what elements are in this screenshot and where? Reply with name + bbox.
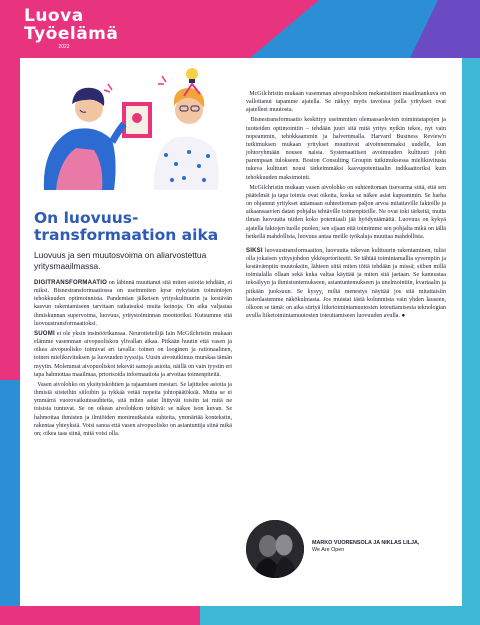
paragraph (246, 116, 446, 181)
left-border-blue (0, 380, 20, 625)
bottom-border-pink (0, 606, 200, 625)
article-column-left (34, 279, 232, 440)
paragraph (246, 247, 446, 320)
author-byline (312, 540, 452, 554)
brand-logo (24, 8, 118, 50)
paragraph-text: McGilchristin mukaan vasen aivolohko on suhteettoman itsevarma siitä, että sen päätelmät ja tapa toimia ovat oikeita, koska se näkee asiat kapeammin. Se harha on ohjannut yritykset antamaan suhteettoman paljon arvoa mitattaville faktoille ja aikaansaavien datan pohjalta tehtäville toimenpiteille. Ne ovat toki tärkeitä, mutta ilman luovuutta niiden koko potentiaali jää hyödyntämättä. Luovuus on kykyä ajatella faktojen tuolle puolen; sen sijaan että toimimme sen pohjalta mikä on tällä hetkellä mahdollista, luovuus antaa meille työkaluja muuttaa mahdollista. (246, 184, 446, 240)
paragraph-text: ei ole yksin insinöörikansaa. Neurotieteilijä Iain McGilchristin mukaan elämme vasemman aivopuoliskon ylivallan aikaa. Pitkään huutin että vasen ja oikea aivopuolisko toimivat eri tavalla: toinen on looginen ja rationaalinen, toinen mielikuvituksen ja luovuuden tyyssija. Uusin aivotutkimus murskaa tämän myytin. Molemmat aivopuoliskot tekevät samoja asioita, näillä on vain tyystin eri tapa hahmottaa maailmaa, priorisoida informaatiota ja arvottaa toimenpiteitä. (34, 330, 232, 378)
logo-year: 2022 (58, 44, 70, 50)
author-photo (246, 520, 304, 578)
paragraph-lead: DIGITRANSFORMAATIO (34, 280, 108, 286)
headline-line-2: transformaation aika (34, 226, 219, 244)
paragraph-text: McGilchristin mukaan vasemman aivopuoliskon mekanistinen maailmankuva on vallottanut tapamme ajatella. Se näkyy myös tavoissa joilla yritykset ovat ajatelleet muutosta. (246, 91, 446, 114)
paragraph (34, 279, 232, 328)
article-subhead: Luovuus ja sen muutosvoima on aliarvostettua yritysmaailmassa. (34, 250, 207, 271)
right-border-cyan (462, 58, 480, 625)
logo-line-2: Työelämä (24, 24, 119, 44)
paragraph-text: Vasen aivolohko on yksityiskohtien ja rajaamisen mestari. Se lajittelee asioita ja ihmisiä siisteihin siiloihin ja tykkää vetää nopeita johtopäätöksiä. Mutta se ei ymmärrä vuorovaikutussuhteita, sitä miten asiat liittyvät toisiin tai mitä ne toisista tuntuvat. Se on oikean aivolohkon tehtävä: se näkee ison kuvan. Se hahmottaa ihmisten ja ilmiöiden monimutkaisia suhteita, ymmärtää kontekstin, rakentaa yhteyksiä. Voisi sanoa että vasen aivopuolisko on asiantuntija siinä mikä on; oikea taas siinä, mitä voisi olla. (34, 381, 232, 437)
paragraph-lead: SIKSI (246, 247, 263, 254)
article-headline (34, 210, 234, 244)
logo-line-1: Luova (24, 6, 84, 26)
paragraph (34, 381, 232, 438)
paragraph (34, 330, 232, 379)
paragraph-text: on läbinnä muuttanut sitä miten asioita tehdään, ei miksi. Bisnestransformaatiossa on useimmiten kyse nykyisten toimintojen tehokkuuden optimoinnista. Pandemian jälkeisen yrityskulttuurin ja kestävän kasvun rakentamiseen tarvitaan ratkaisuksi muita keinoja. On aika valjastaa ihmiskunnan supervoima, luovuus, yritystoiminnan moottoriksi. Kutsumme sitä luovuustransformaatioksi. (34, 280, 232, 327)
article-column-right (246, 90, 446, 322)
paragraph (246, 184, 446, 241)
people-illustration (34, 60, 224, 195)
paragraph-text: luovuustransformaation, luovuutta tukevan kulttuurin rakentaminen, tulisi olla jokaisen yritysjohdon ykkösprioriteetti. Se tähtää toimintamallia syvempiin ja kestävämpiin muutoksiin, lähteen siitä miten töitä tehdään ja missä; siihen millä toimialalla ollaan sekä kuka valtaa käyttää ja miten sitä jaetaan. Se kannustaa tekoälyyn ja ihmistuntemukseen, asiantuntemukseen ja unelmointiin, kvartaalin ja pitkään juoksuun. Se kysyy, miltä menestys näyttää jos sitä mitattaisiin lastenlastemme näkökulmasta. Jos muistat tästä kolumnista vain yhden lauseen, olkoon se tämä: on aika siirtyä liiketoimintamuutosten toteuttamisesta teknologian avulla liiketoimintamuutosten toteuttamiseen luovuuden avulla. ● (246, 247, 446, 320)
headline-line-1: On luovuus- (34, 209, 139, 227)
author-name: MARKO VUORENSOLA JA NIKLAS LILJA, (312, 540, 420, 546)
paragraph (246, 90, 446, 114)
paragraph-lead: SUOMI (34, 330, 55, 337)
author-org: We Are Open (312, 547, 345, 553)
paragraph-text: Bisnestransformaatio keskittyy useimmiten olemassaolevien toimintatapojen ja tuotteiden optimointiin – tehdään juuri sitä mitä yritys nytkin tekee, nyt vain nopeammin, tehokkaammin ja halvemmalla. Harvard Business Review'n tutkimuksen mukaan yritykset muuttuvat aivoinnemmaksi uudelle, kun johtoryhmään nousee naisia. Systemaattisen avoimuuden kulttuuri johti parempaan tulokseen. Boston Consulting Groupin tutkimuksessa mielikuvitusta tukeva kulttuuri nousi tärkeimmäksi kasvupotentiaalin indikaattoriksi kuin tehokkuuden maksimointi. (246, 117, 446, 181)
